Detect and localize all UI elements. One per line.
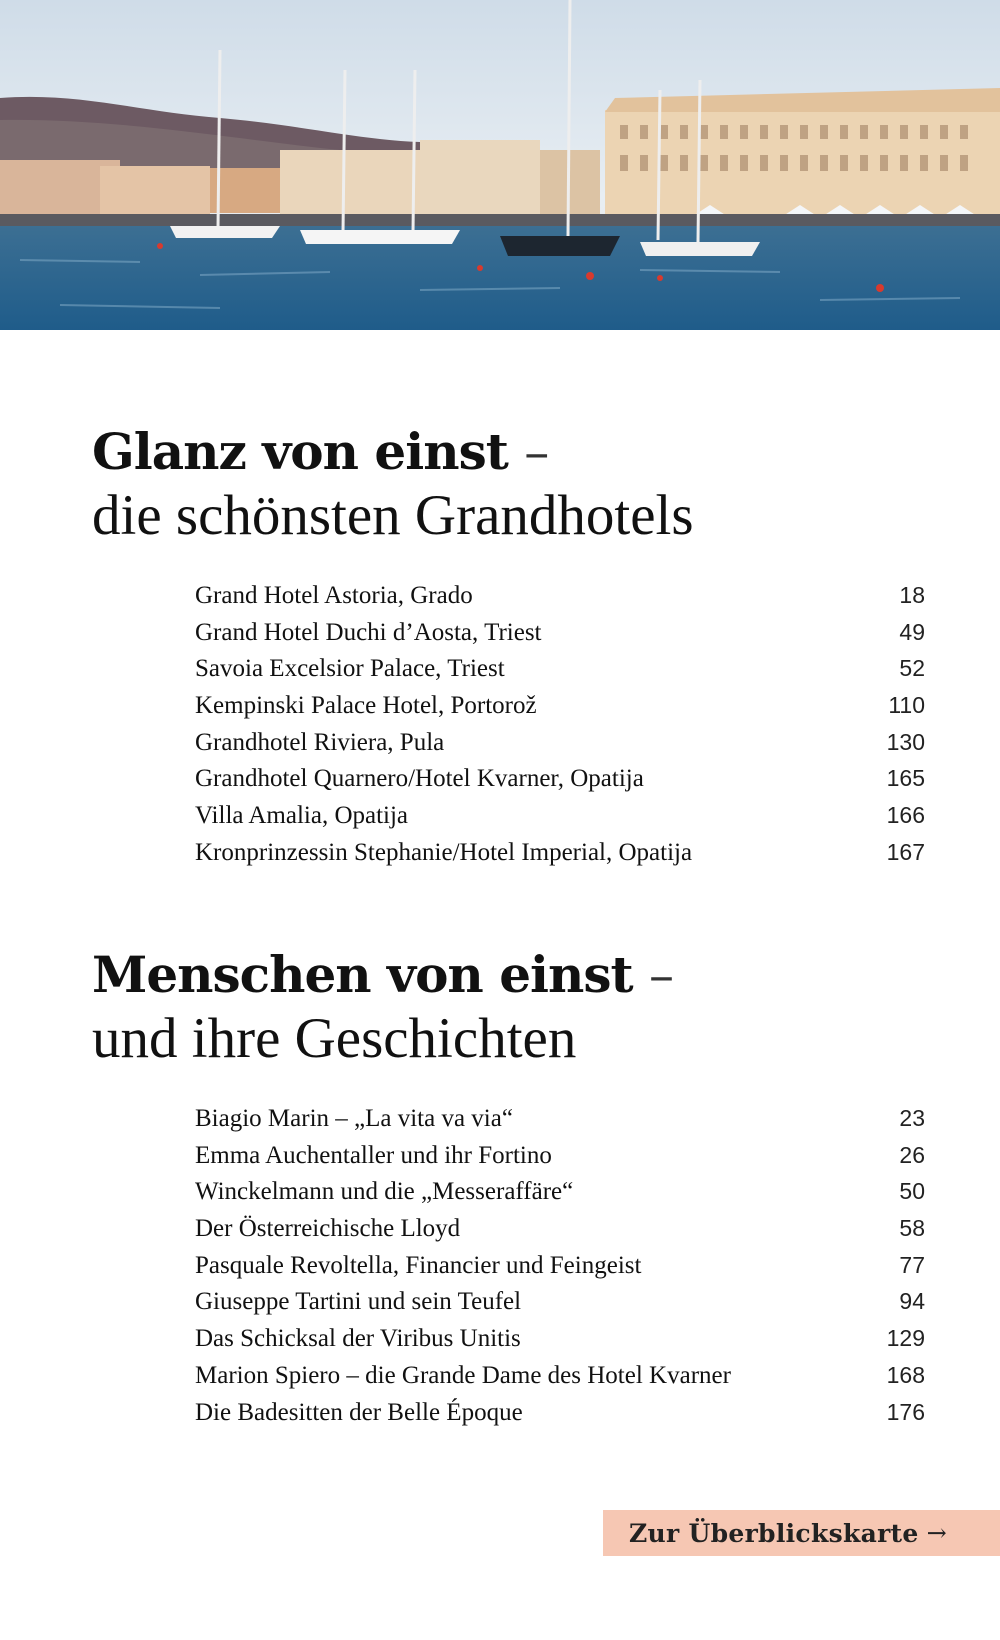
overview-map-button[interactable]	[603, 1510, 1000, 1556]
toc-entry-label: Grandhotel Quarnero/Hotel Kvarner, Opatija	[195, 765, 644, 793]
header-photo	[0, 0, 1000, 330]
toc-entry-label: Villa Amalia, Opatija	[195, 802, 409, 830]
toc-entry[interactable]	[195, 1399, 925, 1436]
toc-entry-page: 26	[899, 1141, 925, 1168]
toc-entry[interactable]	[195, 839, 925, 876]
toc-entry-label: Die Badesitten der Belle Époque	[195, 1398, 523, 1426]
toc-entry[interactable]	[195, 1142, 925, 1179]
toc-entry-label: Grand Hotel Astoria, Grado	[195, 582, 473, 609]
toc-list-geschichten	[195, 1105, 925, 1435]
toc-entry[interactable]	[195, 1105, 925, 1142]
section-subtitle: die schönsten Grandhotels	[92, 484, 694, 547]
toc-entry-label: Emma Auchentaller und ihr Fortino	[195, 1141, 552, 1169]
toc-entry-page: 168	[886, 1361, 925, 1388]
toc-list-grandhotels	[195, 582, 925, 876]
toc-entry[interactable]	[195, 619, 925, 656]
toc-entry-page: 165	[886, 765, 925, 792]
toc-entry-page: 167	[886, 838, 925, 865]
title-dash: –	[524, 423, 549, 481]
toc-entry[interactable]	[195, 692, 925, 729]
toc-entry-page: 130	[886, 728, 925, 755]
section-title-bold: Menschen von einst	[92, 945, 633, 1004]
toc-entry[interactable]	[195, 1288, 925, 1325]
toc-entry-page: 110	[888, 692, 925, 719]
toc-entry-label: Giuseppe Tartini und sein Teufel	[195, 1288, 522, 1316]
toc-entry-label: Marion Spiero – die Grande Dame des Hotel Kvarner	[195, 1361, 731, 1389]
section-menschen	[92, 943, 952, 1426]
toc-entry-page: 18	[899, 582, 925, 608]
toc-entry[interactable]	[195, 729, 925, 766]
toc-entry-label: Biagio Marin – „La vita va via“	[195, 1105, 513, 1132]
toc-entry-page: 166	[886, 802, 925, 829]
section-grandhotels	[92, 420, 952, 866]
section-subtitle: und ihre Geschichten	[92, 1007, 577, 1070]
toc-entry-label: Das Schicksal der Viribus Unitis	[195, 1325, 521, 1353]
toc-entry-page: 94	[899, 1288, 925, 1315]
toc-entry-label: Kempinski Palace Hotel, Portorož	[195, 692, 537, 720]
toc-entry-page: 176	[886, 1398, 925, 1425]
toc-entry[interactable]	[195, 1362, 925, 1399]
toc-entry-label: Savoia Excelsior Palace, Triest	[195, 655, 505, 683]
toc-entry-page: 50	[899, 1178, 925, 1205]
toc-entry[interactable]	[195, 765, 925, 802]
toc-entry-label: Grandhotel Riviera, Pula	[195, 728, 445, 756]
toc-entry-page: 49	[899, 618, 925, 645]
toc-entry-label: Kronprinzessin Stephanie/Hotel Imperial, Opatija	[195, 838, 693, 866]
toc-entry[interactable]	[195, 802, 925, 839]
overview-map-button-label: Zur Überblickskarte	[629, 1518, 919, 1548]
toc-entry-page: 77	[899, 1251, 925, 1278]
toc-entry[interactable]	[195, 1215, 925, 1252]
toc-entry-label: Grand Hotel Duchi d’Aosta, Triest	[195, 618, 542, 646]
toc-entry-label: Winckelmann und die „Messeraffäre“	[195, 1178, 574, 1206]
toc-entry[interactable]	[195, 655, 925, 692]
toc-entry-page: 58	[899, 1215, 925, 1242]
section-title	[92, 420, 952, 484]
toc-entry-page: 52	[899, 655, 925, 682]
toc-entry-label: Der Österreichische Lloyd	[195, 1215, 461, 1243]
toc-entry-page: 23	[899, 1105, 925, 1131]
arrow-right-icon: →	[926, 1519, 948, 1547]
toc-entry[interactable]	[195, 1178, 925, 1215]
toc-entry-page: 129	[886, 1325, 925, 1352]
toc-entry[interactable]	[195, 1325, 925, 1362]
toc-entry-label: Pasquale Revoltella, Financier und Feingeist	[195, 1251, 642, 1279]
section-title-bold: Glanz von einst	[92, 422, 508, 481]
toc-entry[interactable]	[195, 1252, 925, 1289]
toc-entry[interactable]	[195, 582, 925, 619]
title-dash: –	[649, 946, 674, 1004]
section-title	[92, 943, 952, 1007]
